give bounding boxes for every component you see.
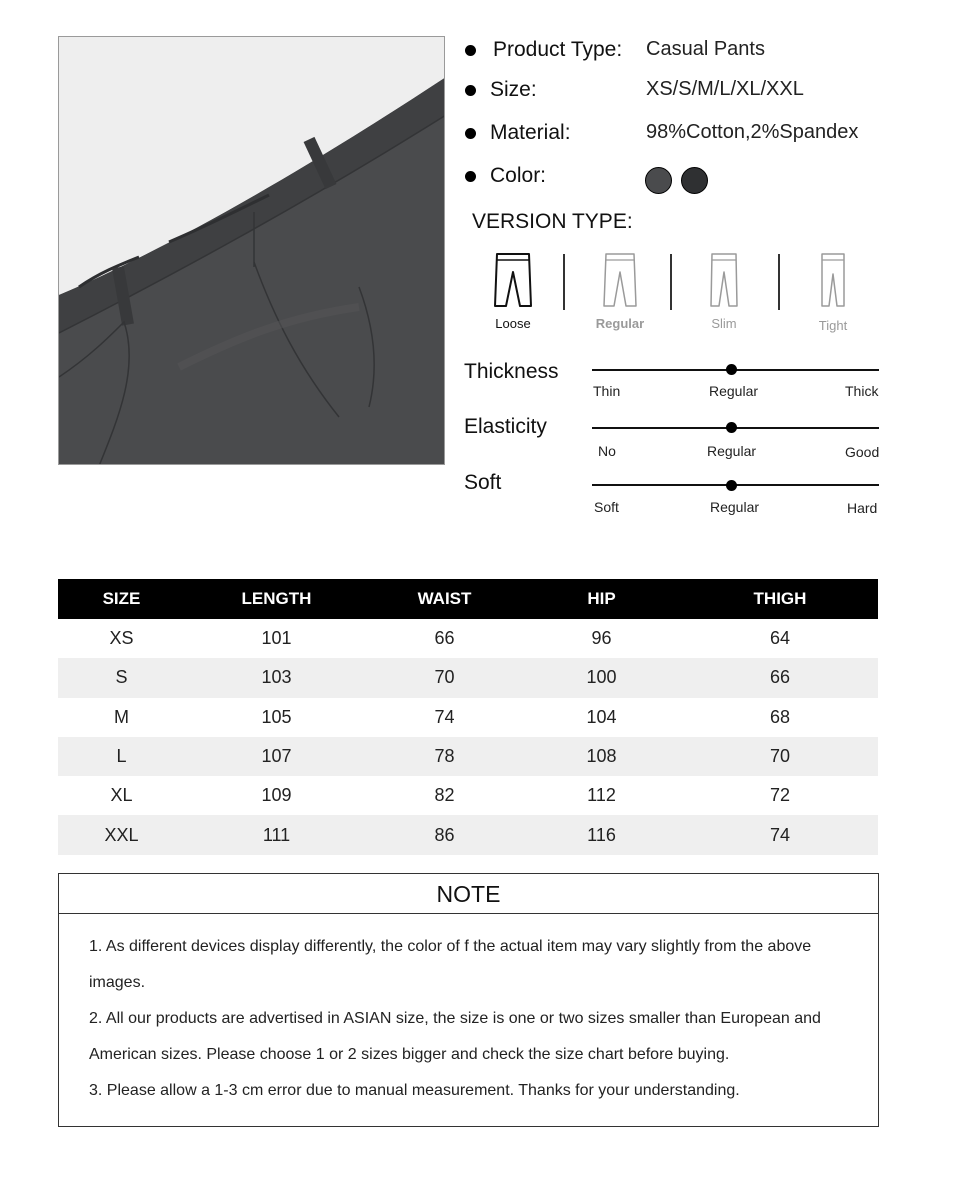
cell-waist: 74 [434,706,455,727]
cell-size: M [114,706,129,727]
cell-hip: 96 [591,628,612,649]
cell-length: 111 [185,815,368,854]
pants-waistband-image [59,37,445,465]
scale-name: Thickness [464,360,559,383]
table-row [58,815,878,854]
scale-high-label: Good [845,444,880,460]
cell-length: 103 [185,658,368,697]
cell-size: L [58,737,185,776]
spec-label: Size: [490,78,537,101]
table-row [58,698,878,737]
header-waist: WAIST [368,579,521,619]
fit-divider [563,254,565,310]
scale-name: Elasticity [464,415,547,438]
bullet-icon [465,128,476,139]
cell-thigh: 74 [682,815,878,854]
note-line: 1. As different devices display differently, the color of f the actual item may vary slightly from the above images. [89,938,812,991]
scale-mid-label: Regular [709,383,759,399]
cell-waist: 66 [434,628,455,649]
spec-label: Material: [490,121,571,144]
fit-option-tight [803,252,863,333]
cell-waist: 78 [368,737,521,776]
cell-hip: 108 [521,737,682,776]
spec-label: Color: [490,164,547,187]
bullet-icon [465,171,476,182]
table-header-row [58,579,878,619]
bullet-icon [465,45,476,56]
scale-high-label: Thick [845,383,879,399]
header-size: SIZE [58,579,185,619]
slim-pants-icon [704,252,744,310]
table-row [58,776,878,815]
cell-thigh: 72 [769,785,791,806]
note-box [58,873,879,1127]
fit-label: Regular [595,316,645,331]
cell-thigh: 66 [682,658,878,697]
size-chart-table [58,579,878,855]
product-photo [58,36,445,465]
spec-value: 98%Cotton,2%Spandex [646,121,859,143]
version-type-title: VERSION TYPE: [472,210,633,233]
fit-label: Slim [711,316,737,331]
note-line: 2. All our products are advertised in ASIAN size, the size is one or two sizes smaller than European and American sizes. Please choose 1 or 2 sizes bigger and check the size chart before buying. [89,1010,821,1063]
scale-high-label: Hard [847,500,878,516]
cell-hip: 116 [521,815,682,854]
cell-hip: 112 [587,785,616,806]
tight-pants-icon [813,252,853,310]
fit-option-slim [694,252,754,331]
regular-pants-icon [600,252,640,310]
fit-label: Loose [495,316,531,331]
fit-divider [670,254,672,310]
cell-length: 107 [185,737,368,776]
fit-label: Tight [818,318,848,333]
cell-thigh: 64 [769,628,791,649]
cell-waist: 70 [368,658,521,697]
cell-length: 105 [261,706,292,727]
header-hip: HIP [521,579,682,619]
cell-thigh: 68 [769,706,791,727]
note-title: NOTE [59,874,878,914]
cell-hip: 104 [586,706,617,727]
color-swatch-grey[interactable] [645,167,672,194]
spec-value: XS/S/M/L/XL/XXL [646,78,804,100]
fit-option-regular [590,252,650,331]
scale-low-label: Thin [593,383,621,399]
note-body [59,914,878,1109]
cell-thigh: 70 [682,737,878,776]
scale-low-label: No [598,443,616,459]
cell-size: XS [109,628,134,649]
color-swatch-dark-grey[interactable] [681,167,708,194]
bullet-icon [465,85,476,96]
scale-indicator [726,480,737,491]
header-thigh: THIGH [682,579,878,619]
header-length: LENGTH [185,579,368,619]
cell-length: 101 [261,628,292,649]
spec-value: Casual Pants [646,38,765,60]
scale-indicator [726,364,737,375]
scale-name: Soft [464,471,502,494]
scale-mid-label: Regular [710,499,760,515]
spec-label: Product Type: [493,38,623,61]
table-row [58,658,878,697]
cell-size: XXL [58,815,185,854]
fit-divider [778,254,780,310]
loose-pants-icon [493,252,533,310]
scale-low-label: Soft [594,499,619,515]
note-line: 3. Please allow a 1-3 cm error due to manual measurement. Thanks for your understanding. [89,1082,740,1099]
table-row [58,737,878,776]
cell-waist: 86 [368,815,521,854]
cell-hip: 100 [521,658,682,697]
table-row [58,619,878,658]
cell-size: XL [110,785,133,806]
cell-waist: 82 [434,785,455,806]
cell-length: 109 [261,785,292,806]
scale-mid-label: Regular [707,443,757,459]
cell-size: S [58,658,185,697]
scale-indicator [726,422,737,433]
fit-option-loose [483,252,543,331]
